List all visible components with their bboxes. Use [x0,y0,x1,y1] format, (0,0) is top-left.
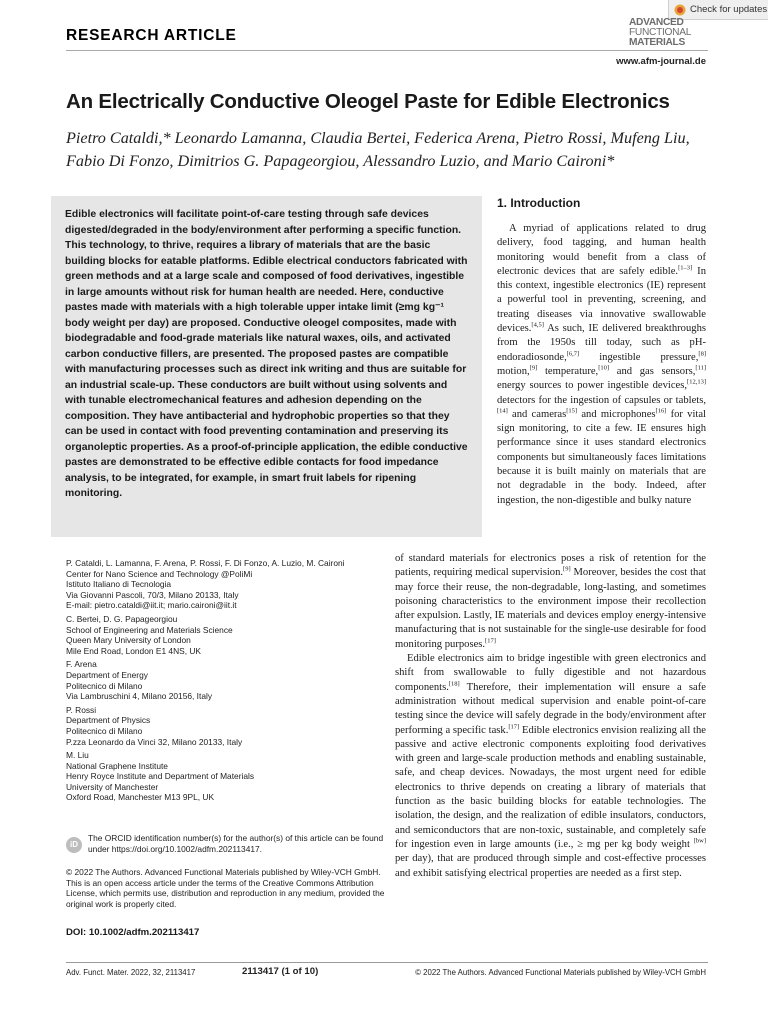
affiliation-line: University of Manchester [66,781,159,792]
citation-marker[interactable]: [11] [695,364,706,372]
citation-marker[interactable]: [6,7] [566,350,580,358]
citation-marker[interactable]: [9] [563,565,571,573]
affiliation-line: Center for Nano Science and Technology @PoliMi [66,568,253,579]
affiliation-line: F. Arena [66,659,97,670]
affiliation-line: C. Bertei, D. G. Papageorgiou [66,613,178,624]
citation-marker[interactable]: [1–3] [678,264,693,272]
affiliation-block [66,750,386,803]
section-heading-introduction: 1. Introduction [497,196,581,210]
orcid-icon: iD [66,837,82,853]
check-updates-icon [674,4,686,16]
citation-marker[interactable]: [4,5] [531,321,544,329]
footer-copyright: © 2022 The Authors. Advanced Functional Materials published by Wiley-VCH GmbH [415,968,706,977]
intro-paragraph-1-column: A myriad of applications related to drug delivery, food tagging, and human health monitoring would benefit from a class of electronic devices that are safely edible.[1–3] In this context, ingestible electronics (IE) represent a powerful tool in preventing, screening, and treating diseases via innovative swallowable devices.[4,5] As such, IE delivered breakthroughs from the 1950s till today, such as pH-endoradiosonde,[6,7] ingestible pressure,[8] motion,[9] temperature,[10] and gas sensors,[11] energy sources to power ingestible devices,[12,13] detectors for the ingestion of capsules or tablets,[14] and cameras[15] and microphones[16] for vital sign monitoring, to cite a few. IE ensures high performance since it uses standard electronics components but simultaneously faces limitations because it is built mainly on materials that are not degradable in the body. Indeed, after ingestion, the non-digestible and bulky nature [497,223,706,506]
citation-marker[interactable]: [14] [497,407,508,415]
citation-marker[interactable]: [8] [698,350,706,358]
intro-paragraph-1-continued: of standard materials for electronics poses a risk of retention for the patients, requiring medical supervision.[9] Moreover, besides the cost that may force their reuse, the non-degradable, long-lasting, and sometimes poisoning characteristics to the environment impose their recollection after expulsion. Lastly, IE materials and devices employ energy-intensive manufacturing that is not sustainable for the single-use desirable for food monitoring purposes.[17] [395,553,706,650]
affiliation-block [66,558,386,611]
author-line-1: Pietro Cataldi,* Leonardo Lamanna, Claudia Bertei, Federica Arena, Pietro Rossi, Mufeng Liu, [66,129,690,147]
citation-marker[interactable]: [9] [529,364,538,372]
author-line-2: Fabio Di Fonzo, Dimitrios G. Papageorgiou, Alessandro Luzio, and Mario Caironi* [66,152,615,170]
author-list [66,127,716,173]
citation-marker[interactable]: [bw] [693,837,706,845]
affiliation-line: Department of Physics [66,715,151,726]
affiliation-line: National Graphene Institute [66,760,168,771]
citation-marker[interactable]: [10] [598,364,610,372]
copyright-note: © 2022 The Authors. Advanced Functional Materials published by Wiley-VCH GmbH. This is an open access article under the terms of the Creative Commons Attribution License, which permits use, distribution and reproduction in any medium, provided the original work is properly cited. [66,867,385,909]
citation-marker[interactable]: [16] [655,407,667,415]
intro-wide-column [395,552,706,881]
footer-citation: Adv. Funct. Mater. 2022, 32, 2113417 [66,968,196,977]
affiliation-line: Via Giovanni Pascoli, 70/3, Milano 20133, Italy [66,589,239,600]
orcid-text[interactable]: The ORCID identification number(s) for the author(s) of this article can be found under https://doi.org/10.1002/adfm.202113417. [88,833,384,854]
intro-column [497,222,706,508]
header-rule [66,50,708,51]
affiliation-line: Politecnico di Milano [66,680,143,691]
affiliation-line: M. Liu [66,750,89,761]
affiliation-line: School of Engineering and Materials Science [66,624,233,635]
journal-url-link[interactable]: www.afm-journal.de [616,56,706,67]
abstract-box [51,196,482,537]
footer-rule [66,962,708,963]
affiliation-line: Henry Royce Institute and Department of Materials [66,771,255,782]
logo-line-2: FUNCTIONAL [629,27,692,38]
intro-paragraph-2: Edible electronics aim to bridge ingestible with green electronics and shift from swallowable to fully digestible and not hazardous components.[18] Therefore, their implementation will ensure a safe administration without medical supervision and enable point-of-care testing since the device will safely degrade in the body/environment after performing a specific task.[17] Edible electronics envision realizing all the passive and active electronic components exploiting food derivatives with green and large-scale production methods and enabling sustainable, safe, and cheap devices. Nowadays, the most urgent need for edible electronics to thrive depends on creating a library of materials that function as the basic building blocks for eatable technologies. The isolation, the design, and the realization of edible insulators, conductors, and semiconductors that are non-toxic, sustainable, and completely safe for ingestion even in large amounts (i.e., ≥ mg per kg body weight [bw] per day), that are produced through simple and cost-effective processes and exhibit satisfying electrical properties are needed as a first step. [395,653,706,879]
footer-page-number: 2113417 (1 of 10) [242,966,319,977]
affiliation-line: Oxford Road, Manchester M13 9PL, UK [66,792,215,803]
affiliation-line: P.zza Leonardo da Vinci 32, Milano 20133, Italy [66,736,243,747]
journal-logo [629,18,709,52]
citation-marker[interactable]: [12,13] [687,378,706,386]
citation-marker[interactable]: [17] [508,723,520,731]
affiliation-block [66,705,386,747]
citation-marker[interactable]: [15] [566,407,578,415]
affiliation-line: Politecnico di Milano [66,725,143,736]
affiliation-block [66,614,386,656]
citation-marker[interactable]: [18] [448,680,460,688]
affiliation-line: P. Cataldi, L. Lamanna, F. Arena, P. Rossi, F. Di Fonzo, A. Luzio, M. Caironi [66,558,345,568]
doi-link[interactable]: DOI: 10.1002/adfm.202113417 [66,927,200,938]
abstract-text: Edible electronics will facilitate point-of-care testing through safe devices digested/degraded in the body/environment after performing a specific function. This technology, to thrive, requires a library of materials that are the basic building blocks for eatable platforms. Edible electrical conductors fabricated with green methods and at a large scale and composed of food derivatives, ingestible in large amounts without risk for human health are needed. Here, conductive pastes made with materials with a high tolerable upper intake limit (≥mg kg⁻¹ body weight per day) are proposed. Conductive oleogel composites, made with biodegradable and food-grade materials like natural waxes, oils, and activated carbon conductive fillers, are presented. The proposed pastes are compatible with manufacturing processes such as direct ink writing and thus are suitable for an industrial scale-up. These conductors are built without using solvents and with tunable electromechanical features and adhesion depending on the composition. They have antibacterial and hydrophobic properties so that they can be used in contact with food preventing contamination and preserving its organoleptic properties. As a proof-of-principle application, the edible conductive pastes are demonstrated to be effective edible contacts for food impedance analysis, to be integrated, for example, in smart fruit labels for ripening monitoring. [65,209,468,499]
affiliation-line: P. Rossi [66,704,97,715]
article-title: An Electrically Conductive Oleogel Paste for Edible Electronics [66,90,670,113]
orcid-note [66,833,386,854]
affiliation-block [66,659,386,701]
section-label: RESEARCH ARTICLE [66,27,237,44]
citation-marker[interactable]: [17] [485,637,496,645]
logo-line-1: ADVANCED [629,17,684,28]
check-updates-label: Check for updates [690,4,768,15]
affiliation-line: Department of Energy [66,669,148,680]
logo-line-3: MATERIALS [629,37,685,48]
affiliation-line: Mile End Road, London E1 4NS, UK [66,645,202,656]
affiliations [66,558,386,806]
affiliation-email[interactable]: E-mail: pietro.cataldi@iit.it; mario.caironi@iit.it [66,600,237,611]
affiliation-line: Via Lambruschini 4, Milano 20156, Italy [66,691,213,702]
affiliation-line: Istituto Italiano di Tecnologia [66,579,172,590]
affiliation-line: Queen Mary University of London [66,635,191,646]
